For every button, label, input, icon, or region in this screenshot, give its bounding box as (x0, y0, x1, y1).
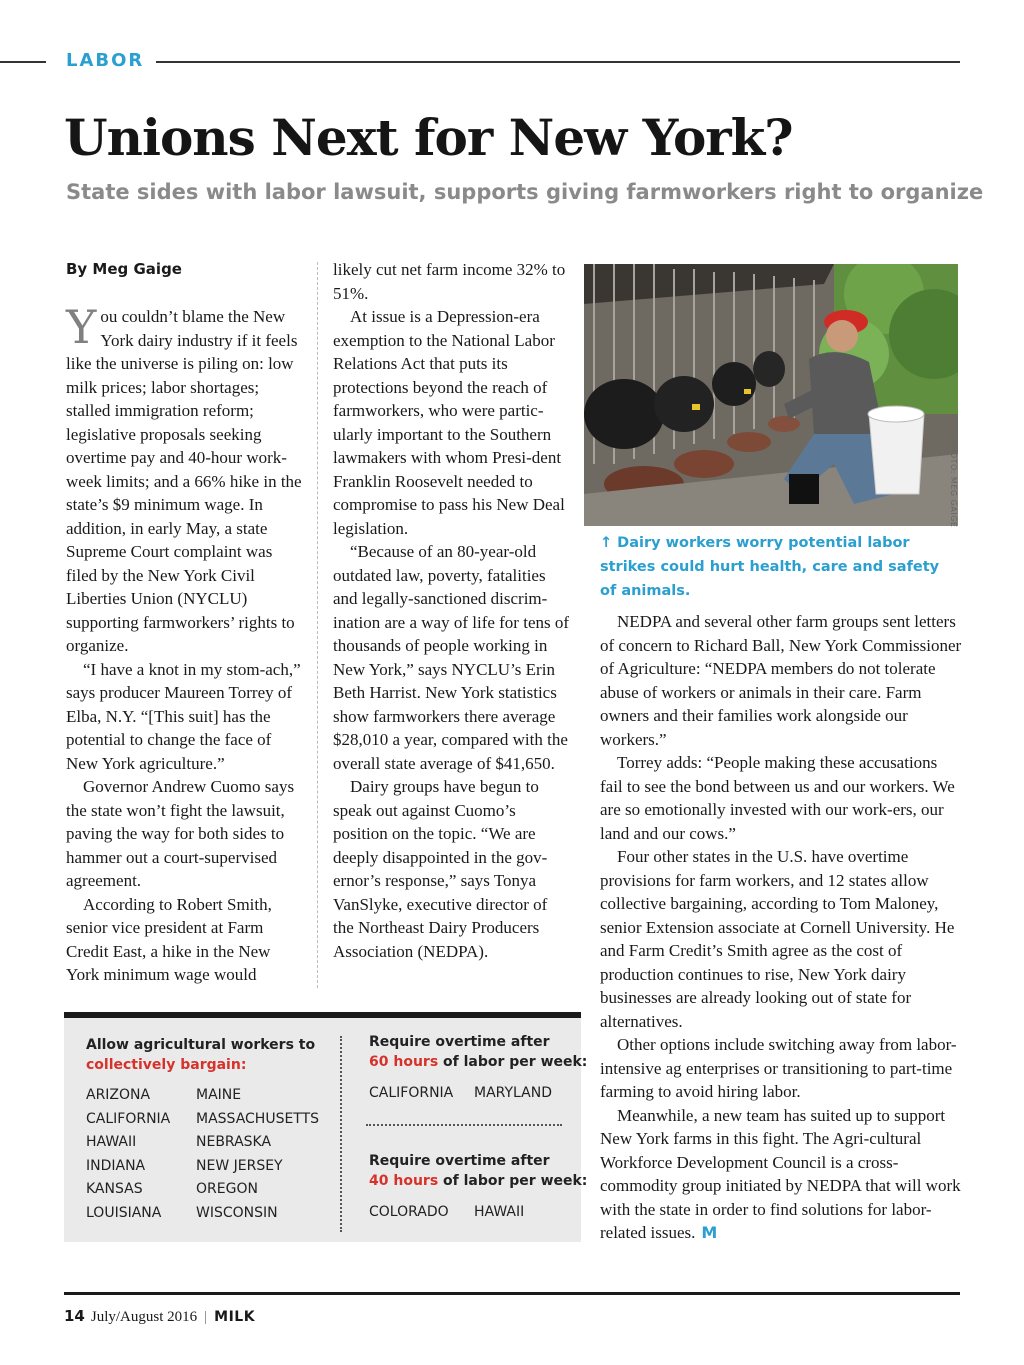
overtime-40-state-2: HAWAII (474, 1204, 525, 1220)
subhead: State sides with labor lawsuit, supports giving farmworkers right to organize (66, 180, 984, 204)
overtime-60-heading: Require overtime after 60 hours of labor per week: (369, 1034, 588, 1070)
byline: By Meg Gaige (66, 260, 182, 278)
state-item: LOUISIANA (86, 1204, 162, 1221)
paragraph: Meanwhile, a new team has suited up to support New York farms in this fight. The Agri-cultural Workforce Development Council is a cross-commodity group initiated by NEDPA that will work with the state in order to find solutions for labor-related issues. M (600, 1105, 961, 1242)
bargain-states-right (196, 1084, 319, 1226)
photo-caption: ↑ Dairy workers worry potential labor strikes could hurt health, care and safety of animals. (600, 531, 950, 603)
paragraph: According to Robert Smith, senior vice president at Farm Credit East, a hike in the New York minimum wage would (66, 894, 272, 984)
paragraph: likely cut net farm income 32% to 51%. (333, 260, 566, 303)
paragraph: NEDPA and several other farm groups sent letters of concern to Richard Ball, New York Commissioner of Agriculture: “NEDPA members do not tolerate abuse of workers or animals in their care. Farm owners and their families work alongside our workers.” (600, 612, 962, 749)
state-item: NEW JERSEY (196, 1157, 283, 1174)
paragraph: “Because of an 80-year-old outdated law, poverty, fatalities and legally-sanctioned discrim-ination are a way of life for tens of thousands of people working in New York,” says NYCLU’s Erin Beth Harrist. New York statistics show farmworkers there average $28,010 a year, compared with the overall state average of $41,650. (333, 542, 570, 773)
column-divider (317, 262, 318, 988)
paragraph: At issue is a Depression-era exemption to the National Labor Relations Act that puts its protections beyond the reach of farmworkers, who were partic-ularly important to the Southern lawmakers with whom Presi-dent Franklin Roosevelt needed to compromise to pass his New Deal legislation. (333, 307, 565, 538)
end-mark-icon: M (701, 1223, 718, 1242)
sidebar-dotted-divider (340, 1036, 342, 1232)
paragraph: Dairy groups have begun to speak out against Cuomo’s position on the topic. “We are deeply disappointed in the gov-ernor’s response,” says Tonya VanSlyke, executive director of the Northeast Dairy Producers Association (NEDPA). (333, 777, 548, 961)
sidebar-dotted-rule (366, 1124, 562, 1126)
bargain-states-left (86, 1084, 170, 1226)
photo-credit: PHOTO: MEG GAIGE (949, 440, 958, 528)
paragraph: Governor Andrew Cuomo says the state won’t fight the lawsuit, paving the way for both sides to hammer out a court-supervised agreement. (66, 777, 295, 890)
bargain-heading: Allow agricultural workers to collectively bargain: (86, 1037, 316, 1073)
article-column-2 (333, 258, 571, 963)
section-rule-left (0, 61, 46, 63)
state-item: ARIZONA (86, 1087, 151, 1103)
state-item: HAWAII (86, 1134, 137, 1151)
state-item: CALIFORNIA (86, 1110, 171, 1127)
state-item: INDIANA (86, 1157, 146, 1174)
state-item: WISCONSIN (196, 1204, 278, 1221)
issue-date: July/August 2016 (90, 1309, 198, 1325)
state-item: KANSAS (86, 1181, 143, 1198)
drop-cap: Y (66, 300, 97, 354)
overtime-40-heading: Require overtime after 40 hours of labor per week: (369, 1153, 588, 1189)
page-footer (64, 1307, 255, 1326)
paragraph: Torrey adds: “People making these accusations fail to see the bond between us and our workers. We are so emotionally invested with our work-ers, our land and our cows.” (600, 753, 955, 843)
overtime-40-state-1: COLORADO (369, 1204, 449, 1220)
paragraph: Four other states in the U.S. have overtime provisions for farm workers, and 12 states allow collective bargaining, according to Tom Maloney, senior Extension associate at Cornell University. He and Farm Credit’s Smith agree as the cost of production continues to rise, New York dairy businesses are already looking out of state for alternatives. (600, 847, 955, 1031)
paragraph: Other options include switching away from labor-intensive ag enterprises or transitioning to part-time farming to avoid hiring labor. (600, 1035, 957, 1101)
footer-rule (64, 1292, 960, 1295)
state-item: NEBRASKA (196, 1134, 272, 1151)
section-label: LABOR (66, 50, 145, 71)
article-column-3 (600, 610, 962, 1245)
state-item: MAINE (196, 1087, 242, 1103)
footer-separator: | (204, 1309, 208, 1325)
paragraph: You couldn’t blame the New York dairy industry if it feels like the universe is piling on: low milk prices; labor shortages; stalled immigration reform; legislative proposals seeking overtime pay and 40-hour work-week limits; and a 66% hike in the state’s $9 minimum wage. In addition, in early May, a state Supreme Court complaint was filed by the New York Civil Liberties Union (NYCLU) supporting farmworkers’ rights to organize. (66, 300, 302, 655)
dairy-worker-photo (584, 264, 958, 526)
magazine-logo: MILK (214, 1309, 256, 1325)
state-item: OREGON (196, 1181, 258, 1198)
page-number: 14 (64, 1307, 85, 1325)
state-item: MASSACHUSETTS (196, 1110, 320, 1127)
sidebar-top-rule (64, 1012, 581, 1018)
headline: Unions Next for New York? (64, 108, 793, 167)
section-rule-right (156, 61, 960, 63)
overtime-60-state-2: MARYLAND (474, 1085, 552, 1101)
up-arrow-icon: ↑ (600, 535, 613, 551)
overtime-60-state-1: CALIFORNIA (369, 1085, 454, 1101)
article-column-1 (66, 300, 302, 987)
paragraph: “I have a knot in my stom-ach,” says producer Maureen Torrey of Elba, N.Y. “[This suit] has the potential to change the face of New York agriculture.” (66, 659, 301, 773)
